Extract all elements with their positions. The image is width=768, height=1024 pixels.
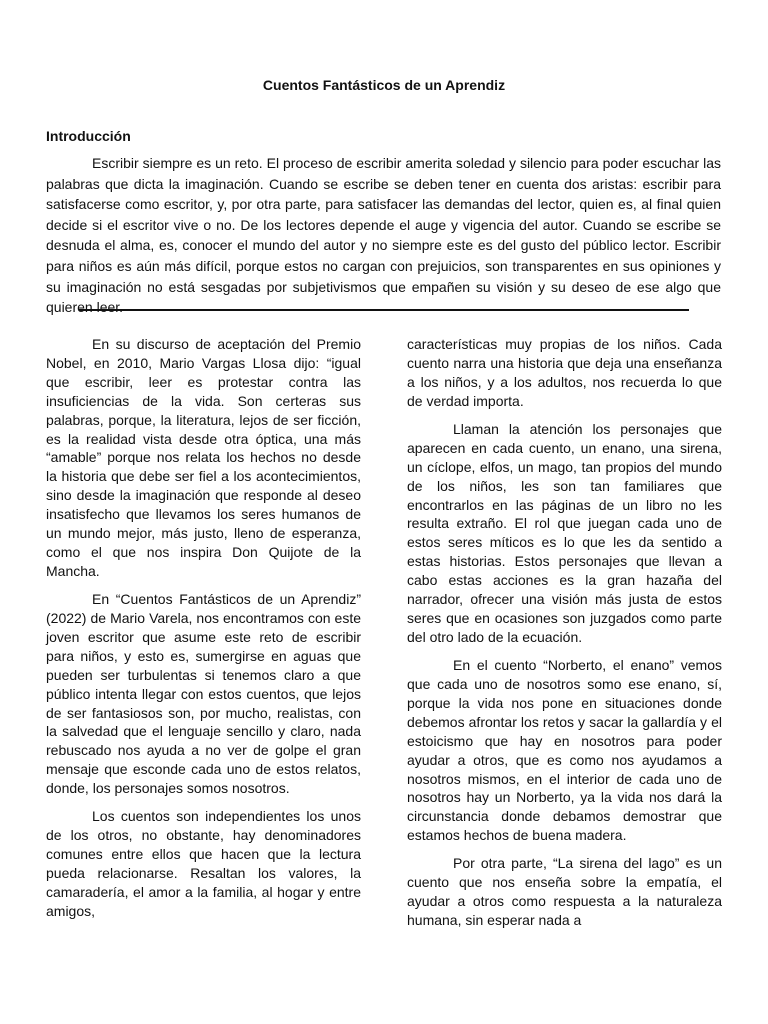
body-paragraph: En el cuento “Norberto, el enano” vemos que cada uno de nosotros somo ese enano, sí, porque la vida nos pone en situaciones donde debemos afrontar los retos y sacar la gallardía y el estoicismo que hay en nosotros para poder ayudar a otros, que es como nos ayudamos a nosotros mismos, en el interior de cada uno de nosotros hay un Norberto, ya la vida nos dará la circunstancia donde debamos demostrar que estamos hechos de buena madera. — [407, 657, 722, 844]
document-title: Cuentos Fantásticos de un Aprendiz — [262, 77, 506, 93]
body-paragraph-continued: características muy propias de los niños. Cada cuento narra una historia que deja una enseñanza a los niños, y a los adultos, nos recuerda lo que de verdad importa. — [407, 336, 722, 409]
body-paragraph: Llaman la atención los personajes que aparecen en cada cuento, un enano, una sirena, un cíclope, elfos, un mago, tan propios del mundo de los niños, les son tan familiares que encontrarlos en las páginas de un libro no les resulta extraño. El rol que juegan cada uno de estos seres míticos es lo que les da sentido a estas historias. Estos personajes que llevan a cabo estas acciones es la gran hazaña del narrador, ofrecer una visión más justa de estos seres que en ocasiones son juzgados como parte del otro lado de la ecuación. — [407, 420, 722, 645]
section-divider — [79, 309, 689, 311]
body-paragraph: Los cuentos son independientes los unos de los otros, no obstante, hay denominadores comunes entre ellos que hacen que la lectura pueda relacionarse. Resaltan los valores, la camaradería, el amor a la familia, al hogar y entre amigos, — [46, 808, 361, 919]
left-column — [46, 335, 361, 930]
body-paragraph: En “Cuentos Fantásticos de un Aprendiz” (2022) de Mario Varela, nos encontramos con este joven escritor que asume este reto de escribir para niños, y esto es, sumergirse en aguas que pueden ser turbulentas si tenemos claro a que público intenta llegar con estos cuentos, que lejos de ser fantasiosos son, por mucho, realistas, con la salvedad que el lenguaje sencillo y claro, nada rebuscado nos ayuda a no ver de golpe el gran mensaje que esconde cada uno de estos relatos, donde, los personajes somos nosotros. — [46, 591, 361, 797]
intro-heading: Introducción — [46, 128, 131, 144]
body-paragraph: Por otra parte, “La sirena del lago” es un cuento que nos enseña sobre la empatía, el ayudar a otros como respuesta a la naturaleza humana, sin esperar nada a — [407, 855, 722, 929]
intro-paragraph: Escribir siempre es un reto. El proceso de escribir amerita soledad y silencio para poder escuchar las palabras que dicta la imaginación. Cuando se escribe se deben tener en cuenta dos aristas: escribir para satisfacerse como escritor, y, por otra parte, para satisfacer las demandas del lector, quien es, al final quien decide si el escritor vive o no. De los lectores depende el auge y vigencia del autor. Cuando se escribe se desnuda el alma, es, conocer el mundo del autor y no siempre este es del gusto del público lector. Escribir para niños es aún más difícil, porque estos no cargan con prejuicios, son transparentes en sus opiniones y su imaginación no está sesgadas por subjetivismos que empañen su visión y su deseo de ese algo que quieren leer. — [46, 155, 721, 316]
right-column — [407, 335, 722, 939]
body-paragraph: En su discurso de aceptación del Premio Nobel, en 2010, Mario Vargas Llosa dijo: “igual que escribir, leer es protestar contra las insuficiencias de la vida. Son certeras sus palabras, porque, la literatura, lejos de ser ficción, es la realidad vista desde otra óptica, una más “amable” porque nos relata los hechos no desde la historia que debe ser fiel a los acontecimientos, sino desde la imaginación que responde al deseo insatisfecho que llevamos los seres humanos de un mundo mejor, más justo, lleno de esperanza, como el que nos inspira Don Quijote de la Mancha. — [46, 336, 361, 579]
